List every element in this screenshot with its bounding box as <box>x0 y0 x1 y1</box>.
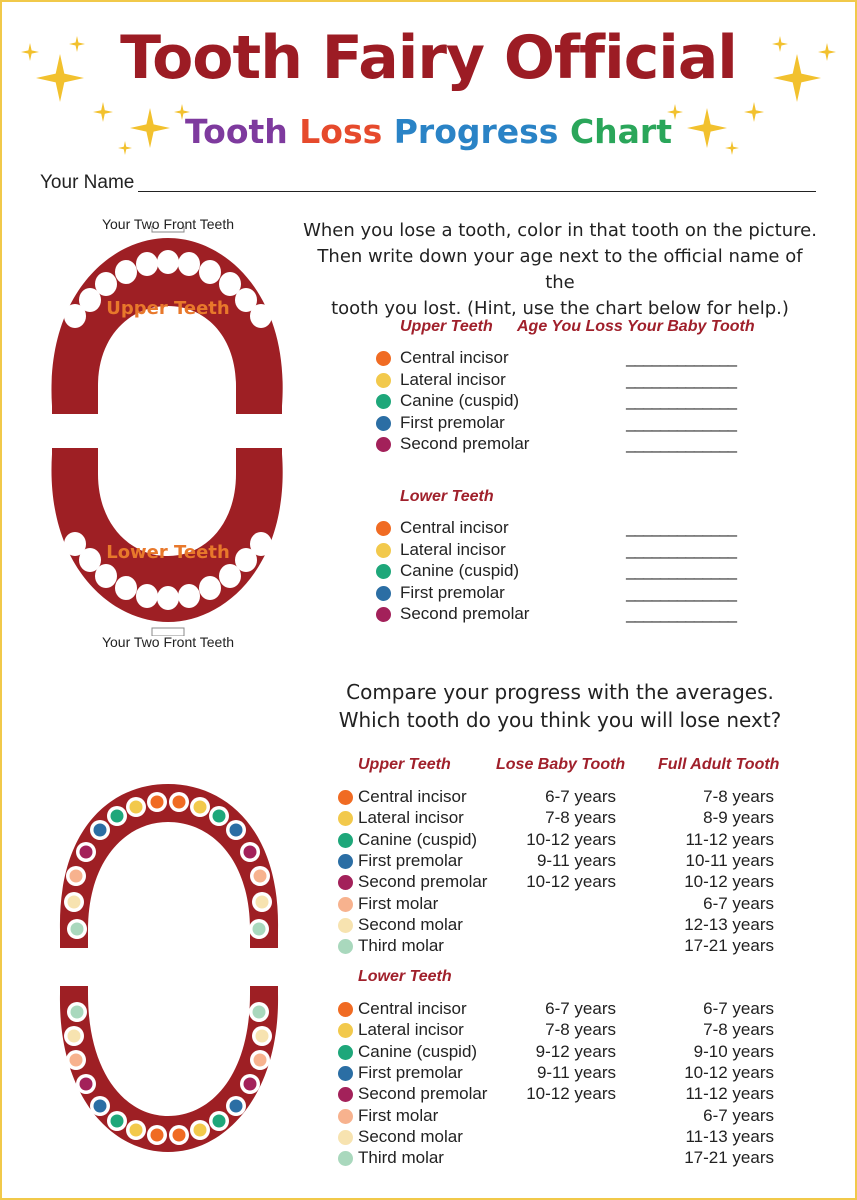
tooth-color-dot <box>244 1078 257 1091</box>
tooth-color-dot <box>376 351 391 366</box>
tooth-color-dot <box>338 1023 353 1038</box>
tooth[interactable] <box>136 584 158 608</box>
tooth-color-dot <box>130 801 143 814</box>
record-lower-header: Lower Teeth <box>400 488 494 505</box>
tooth-name: First premolar <box>358 1062 463 1082</box>
tooth-color-dot <box>376 416 391 431</box>
tooth[interactable] <box>136 252 158 276</box>
adult-age: 10-12 years <box>684 1062 774 1082</box>
tooth-name: First molar <box>358 1105 439 1125</box>
record-age-header: Age You Loss Your Baby Tooth <box>517 318 755 335</box>
tooth[interactable] <box>64 532 86 556</box>
tooth-color-dot <box>151 796 164 809</box>
tooth-name: Central incisor <box>400 348 509 367</box>
page-title: Tooth Fairy Official <box>120 23 737 93</box>
tooth-color-dot <box>213 1115 226 1128</box>
tooth-color-dot <box>68 896 81 909</box>
tooth-color-dot <box>254 870 267 883</box>
tooth-name: Second molar <box>358 1126 463 1146</box>
age-blank[interactable]: _____________ <box>626 412 736 432</box>
tooth-color-dot <box>338 1066 353 1081</box>
lose-age: 9-11 years <box>536 1062 616 1082</box>
tooth-name: Lateral incisor <box>400 539 506 559</box>
tooth-color-dot <box>338 918 353 933</box>
tooth-name: Canine (cuspid) <box>358 1041 478 1061</box>
tooth[interactable] <box>199 260 221 284</box>
table-row <box>338 1063 778 1084</box>
age-blank[interactable]: _____________ <box>626 604 736 623</box>
age-blank[interactable]: _____________ <box>626 369 736 389</box>
adult-age: 10-11 years <box>685 850 774 870</box>
tooth-name: Lateral incisor <box>358 1020 464 1040</box>
tooth-color-dot <box>130 1124 143 1137</box>
adult-age: 6-7 years <box>703 893 774 913</box>
tooth-color-dot <box>376 521 391 536</box>
adult-age: 17-21 years <box>684 936 774 956</box>
age-blank[interactable]: _____________ <box>626 348 736 367</box>
record-row <box>376 391 756 412</box>
tooth-name: Second premolar <box>400 434 530 453</box>
avg-upper-header: Upper Teeth <box>358 756 451 773</box>
tooth-color-dot <box>338 1087 353 1102</box>
tooth[interactable] <box>178 252 200 276</box>
tooth-color-dot <box>70 1054 83 1067</box>
tooth-color-dot <box>338 1130 353 1145</box>
tooth-color-dot <box>253 923 266 936</box>
front-teeth-label-bottom: Your Two Front Teeth <box>101 634 235 650</box>
tooth-color-dot <box>376 564 391 579</box>
tooth-color-dot <box>68 1030 81 1043</box>
tooth-color-dot <box>230 824 243 837</box>
tooth-name: Canine (cuspid) <box>400 391 520 410</box>
tooth-name: Central incisor <box>400 518 509 537</box>
tooth-name: Central incisor <box>358 787 467 806</box>
tooth[interactable] <box>115 260 137 284</box>
table-row <box>338 787 778 808</box>
tooth-name: Third molar <box>358 1148 444 1168</box>
tooth-color-dot <box>253 1006 266 1019</box>
tooth-color-dot <box>111 1115 124 1128</box>
avg-adult-header: Full Adult Tooth <box>658 756 780 773</box>
lose-age: 10-12 years <box>526 872 616 892</box>
tooth-color-dot <box>80 846 93 859</box>
tooth-color-dot <box>230 1100 243 1113</box>
page-subtitle <box>0 108 857 156</box>
adult-age: 11-12 years <box>685 1084 774 1104</box>
tooth[interactable] <box>157 586 179 610</box>
tooth[interactable] <box>115 576 137 600</box>
tooth[interactable] <box>95 272 117 296</box>
tooth-color-dot <box>151 1129 164 1142</box>
lose-age: 6-7 years <box>545 999 616 1018</box>
tooth-color-dot <box>94 824 107 837</box>
tooth-color-dot <box>254 1054 267 1067</box>
tooth-diagram <box>40 226 300 636</box>
record-row <box>376 540 756 561</box>
tooth-color-dot <box>338 811 353 826</box>
age-blank[interactable]: _____________ <box>626 539 736 559</box>
age-blank[interactable]: _____________ <box>626 391 736 410</box>
adult-age: 17-21 years <box>684 1148 774 1168</box>
tooth-color-dot <box>338 1002 353 1017</box>
tooth-color-dot <box>376 607 391 622</box>
lose-age: 10-12 years <box>526 1084 616 1104</box>
subtitle-word: Tooth <box>185 112 288 151</box>
age-blank[interactable]: _____________ <box>626 561 736 580</box>
tooth-name: First molar <box>358 893 439 913</box>
tooth-color-dot <box>338 1151 353 1166</box>
tooth-color-dot <box>70 870 83 883</box>
table-row <box>338 808 778 829</box>
subtitle-word: Loss <box>299 112 383 151</box>
tooth-color-dot <box>376 437 391 452</box>
table-row <box>338 1148 778 1169</box>
table-row <box>338 1020 778 1041</box>
record-row <box>376 348 756 369</box>
adult-age: 6-7 years <box>703 1105 774 1125</box>
upper-jaw <box>60 784 278 948</box>
record-row <box>376 370 756 391</box>
adult-age: 7-8 years <box>703 787 774 806</box>
lose-age: 6-7 years <box>545 787 616 806</box>
tooth-name: First premolar <box>400 412 505 432</box>
adult-age: 8-9 years <box>703 808 774 828</box>
tooth-color-dot <box>94 1100 107 1113</box>
compare-text: Compare your progress with the averages. Which tooth do you think you will lose next? <box>338 680 782 732</box>
table-row <box>338 1084 778 1105</box>
table-row <box>338 872 778 893</box>
adult-age: 11-12 years <box>685 829 774 849</box>
tooth-color-dot <box>376 373 391 388</box>
tooth[interactable] <box>157 250 179 274</box>
tooth-name: First premolar <box>358 850 463 870</box>
age-blank[interactable]: _____________ <box>626 582 736 602</box>
age-blank[interactable]: _____________ <box>626 518 736 537</box>
tooth-name: Canine (cuspid) <box>358 829 478 849</box>
avg-lose-header: Lose Baby Tooth <box>496 756 626 773</box>
tooth[interactable] <box>95 564 117 588</box>
subtitle-word: Progress <box>393 112 559 151</box>
table-row <box>338 915 778 936</box>
lower-jaw-label: Lower Teeth <box>106 542 230 563</box>
tooth-color-dot <box>376 586 391 601</box>
lose-age: 7-8 years <box>545 808 616 828</box>
adult-age: 10-12 years <box>684 872 774 892</box>
tooth-color-dot <box>338 1045 353 1060</box>
tooth-color-dot <box>376 394 391 409</box>
table-row <box>338 936 778 957</box>
tooth-color-dot <box>71 923 84 936</box>
tooth[interactable] <box>199 576 221 600</box>
table-row <box>338 1106 778 1127</box>
tooth[interactable] <box>250 532 272 556</box>
tooth-name: Second premolar <box>400 604 530 623</box>
tooth-color-dot <box>338 1109 353 1124</box>
name-row <box>40 172 820 194</box>
tooth-color-dot <box>194 1124 207 1137</box>
tooth-color-dot <box>338 833 353 848</box>
tooth-name: Canine (cuspid) <box>400 561 520 580</box>
front-teeth-label-top: Your Two Front Teeth <box>101 216 235 232</box>
name-label: Your Name <box>40 172 135 193</box>
tooth-color-dot <box>194 801 207 814</box>
table-row <box>338 830 778 851</box>
tooth-color-dot <box>376 543 391 558</box>
adult-age: 7-8 years <box>703 1020 774 1040</box>
tooth-color-dot <box>111 810 124 823</box>
avg-lower-header: Lower Teeth <box>358 968 452 985</box>
tooth-color-dot <box>338 854 353 869</box>
tooth-color-dot <box>338 875 353 890</box>
instructions: When you lose a tooth, color in that tooth on the picture. Then write down your age next to the official name of the tooth you lost. (Hint, use the chart below for help.) <box>303 220 817 319</box>
adult-age: 9-10 years <box>693 1041 774 1061</box>
age-blank[interactable]: _____________ <box>626 434 736 453</box>
tooth-color-dot <box>256 896 269 909</box>
front-teeth-bracket <box>152 628 184 636</box>
name-field[interactable] <box>138 191 816 192</box>
record-row <box>376 413 756 434</box>
tooth-color-dot <box>173 1129 186 1142</box>
lose-age: 9-11 years <box>536 850 616 870</box>
table-row <box>338 851 778 872</box>
tooth-name: Lateral incisor <box>400 369 506 389</box>
record-upper-header: Upper Teeth <box>400 318 493 335</box>
lose-age: 7-8 years <box>545 1020 616 1040</box>
record-row <box>376 604 756 625</box>
tooth-name: Second molar <box>358 914 463 934</box>
tooth-name: Central incisor <box>358 999 467 1018</box>
tooth-name: Third molar <box>358 936 444 956</box>
tooth[interactable] <box>250 304 272 328</box>
tooth-name: Second premolar <box>358 1084 488 1104</box>
tooth[interactable] <box>64 304 86 328</box>
subtitle-word: Chart <box>569 112 672 151</box>
upper-jaw-label: Upper Teeth <box>106 298 230 319</box>
front-teeth-bracket <box>152 226 184 232</box>
tooth-color-dot <box>244 846 257 859</box>
table-row <box>338 1127 778 1148</box>
tooth-name: Second premolar <box>358 872 488 892</box>
lose-age: 10-12 years <box>526 829 616 849</box>
lower-jaw <box>60 986 278 1152</box>
table-row <box>338 1042 778 1063</box>
adult-age: 12-13 years <box>684 914 774 934</box>
adult-age: 11-13 years <box>685 1126 774 1146</box>
tooth-color-dot <box>173 796 186 809</box>
table-row <box>338 999 778 1020</box>
tooth-color-dot <box>80 1078 93 1091</box>
tooth-color-dot <box>338 790 353 805</box>
tooth-name: Lateral incisor <box>358 808 464 828</box>
tooth-color-dot <box>213 810 226 823</box>
table-row <box>338 894 778 915</box>
record-row <box>376 434 756 455</box>
adult-age: 6-7 years <box>703 999 774 1018</box>
tooth-color-dot <box>71 1006 84 1019</box>
tooth-type-diagram <box>40 780 300 1180</box>
tooth-color-dot <box>338 897 353 912</box>
tooth[interactable] <box>178 584 200 608</box>
record-row <box>376 518 756 539</box>
tooth-name: First premolar <box>400 582 505 602</box>
tooth-color-dot <box>338 939 353 954</box>
record-row <box>376 561 756 582</box>
tooth-color-dot <box>256 1030 269 1043</box>
record-row <box>376 583 756 604</box>
lose-age: 9-12 years <box>535 1041 616 1061</box>
